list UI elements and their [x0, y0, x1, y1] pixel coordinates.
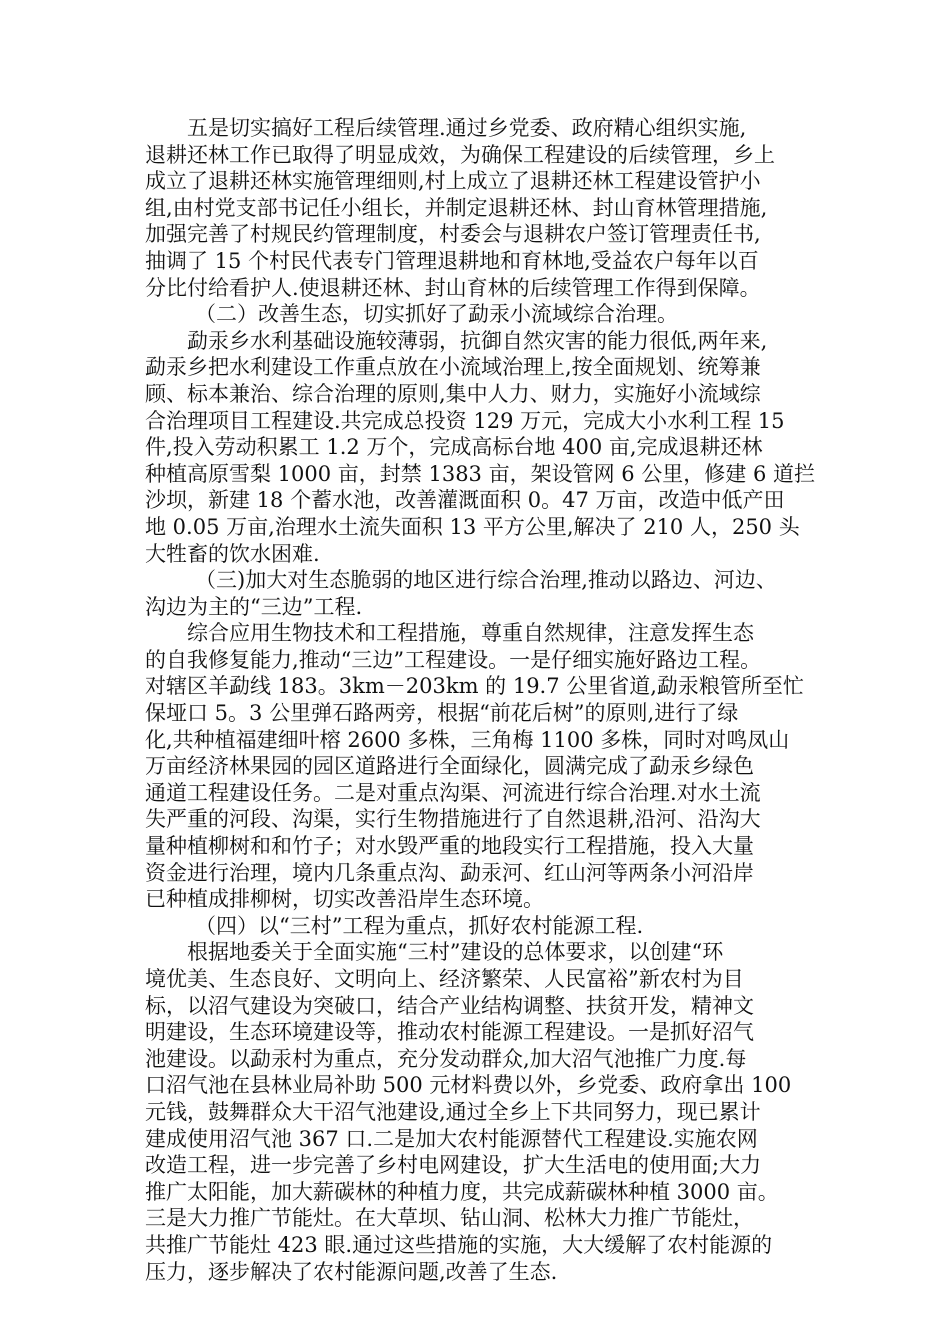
paragraph-line: 标，以沼气建设为突破口，结合产业结构调整、扶贫开发，精神文 [145, 993, 754, 1018]
paragraph-line: 沙坝，新建 18 个蓄水池，改善灌溉面积 0。47 万亩，改造中低产田 [145, 488, 785, 513]
paragraph-line: 建成使用沼气池 367 口.二是加大农村能源替代工程建设.实施农网 [145, 1126, 758, 1151]
paragraph-line: 万亩经济林果园的园区道路进行全面绿化，圆满完成了勐汞乡绿色 [145, 754, 754, 779]
paragraph-line: 成立了退耕还林实施管理细则,村上成立了退耕还林工程建设管护小 [145, 169, 761, 194]
paragraph-line: 境优美、生态良好、文明向上、经济繁荣、人民富裕”新农村为目 [145, 967, 744, 991]
paragraph-line: 地 0.05 万亩,治理水土流失面积 13 平方公里,解决了 210 人，250 头 [145, 514, 800, 539]
paragraph-line: 量种植柳树和和竹子；对水毁严重的地段实行工程措施，投入大量 [145, 834, 754, 859]
section-heading-continued: 沟边为主的“三边”工程. [145, 594, 363, 619]
paragraph-line: 元钱，鼓舞群众大干沼气池建设,通过全乡上下共同努力，现已累计 [145, 1099, 761, 1124]
paragraph-line: 分比付给看护人.使退耕还林、封山育林的后续管理工作得到保障。 [145, 275, 761, 300]
paragraph-line: 组,由村党支部书记任小组长，并制定退耕还林、封山育林管理措施, [145, 195, 768, 220]
paragraph-line: 口沼气池在县林业局补助 500 元材料费以外，乡党委、政府拿出 100 [145, 1073, 792, 1098]
paragraph-line: 五是切实搞好工程后续管理.通过乡党委、政府精心组织实施, [187, 116, 747, 140]
paragraph-line: 抽调了 15 个村民代表专门管理退耕地和育林地,受益农户每年以百 [145, 248, 759, 273]
paragraph-line: 勐汞乡把水利建设工作重点放在小流域治理上,按全面规划、统筹兼 [145, 355, 761, 380]
paragraph-line: 已种植成排柳树，切实改善沿岸生态环境。 [145, 887, 544, 912]
paragraph-line: 退耕还林工作已取得了明显成效，为确保工程建设的后续管理，乡上 [145, 142, 775, 167]
document-body [145, 115, 816, 1285]
paragraph-line: 明建设，生态环境建设等，推动农村能源工程建设。一是抓好沼气 [145, 1020, 754, 1045]
paragraph-line: 加强完善了村规民约管理制度，村委会与退耕农户签订管理责任书, [145, 222, 761, 247]
paragraph-line: 失严重的河段、沟渠，实行生物措施进行了自然退耕,沿河、沿沟大 [145, 807, 761, 832]
paragraph-line: 通道工程建设任务。二是对重点沟渠、河流进行综合治理.对水土流 [145, 780, 761, 805]
paragraph-line: 共推广节能灶 423 眼.通过这些措施的实施，大大缓解了农村能源的 [145, 1232, 773, 1257]
paragraph-line: 资金进行治理，境内几条重点沟、勐汞河、红山河等两条小河沿岸 [145, 860, 754, 885]
paragraph-line: 合治理项目工程建设.共完成总投资 129 万元，完成大小水利工程 15 [145, 408, 785, 433]
section-heading: （四）以“三村”工程为重点，抓好农村能源工程. [195, 913, 644, 938]
paragraph-line: 勐汞乡水利基础设施较薄弱，抗御自然灾害的能力很低,两年来, [187, 328, 768, 353]
paragraph-line: 的自我修复能力,推动“三边”工程建设。一是仔细实施好路边工程。 [145, 647, 762, 672]
paragraph-line: 改造工程，进一步完善了乡村电网建设，扩大生活电的使用面;大力 [145, 1153, 762, 1178]
paragraph-line: 推广太阳能，加大薪碳林的种植力度，共完成薪碳林种植 3000 亩。 [145, 1179, 779, 1204]
paragraph-line: 压力，逐步解决了农村能源问题,改善了生态. [145, 1259, 558, 1284]
paragraph-line: 根据地委关于全面实施“三村”建设的总体要求，以创建“环 [187, 940, 724, 965]
paragraph-line: 顾、标本兼治、综合治理的原则,集中人力、财力，实施好小流域综 [145, 381, 761, 406]
paragraph-line: 对辖区羊勐线 183。3km－203km 的 19.7 公里省道,勐汞粮管所至忙 [145, 674, 804, 699]
paragraph-line: 大牲畜的饮水困难. [145, 541, 320, 566]
paragraph-line: 件,投入劳动积累工 1.2 万个，完成高标台地 400 亩,完成退耕还林 [145, 435, 763, 460]
section-heading: （二）改善生态，切实抓好了勐汞小流域综合治理。 [195, 302, 678, 327]
paragraph-line: 保垭口 5。3 公里弹石路两旁，根据“前花后树”的原则,进行了绿 [145, 701, 739, 726]
paragraph-line: 化,共种植福建细叶榕 2600 多株，三角梅 1100 多株，同时对鸣凤山 [145, 727, 790, 752]
paragraph-line: 综合应用生物技术和工程措施，尊重自然规律，注意发挥生态 [187, 621, 754, 646]
paragraph-line: 三是大力推广节能灶。在大草坝、钻山洞、松林大力推广节能灶， [145, 1206, 754, 1231]
paragraph-line: 种植高原雪梨 1000 亩，封禁 1383 亩，架设管网 6 公里，修建 6 道拦 [145, 461, 816, 486]
paragraph-line: 池建设。以勐汞村为重点，充分发动群众,加大沼气池推广力度.每 [145, 1046, 747, 1071]
section-heading: （三)加大对生态脆弱的地区进行综合治理,推动以路边、河边、 [195, 568, 777, 593]
